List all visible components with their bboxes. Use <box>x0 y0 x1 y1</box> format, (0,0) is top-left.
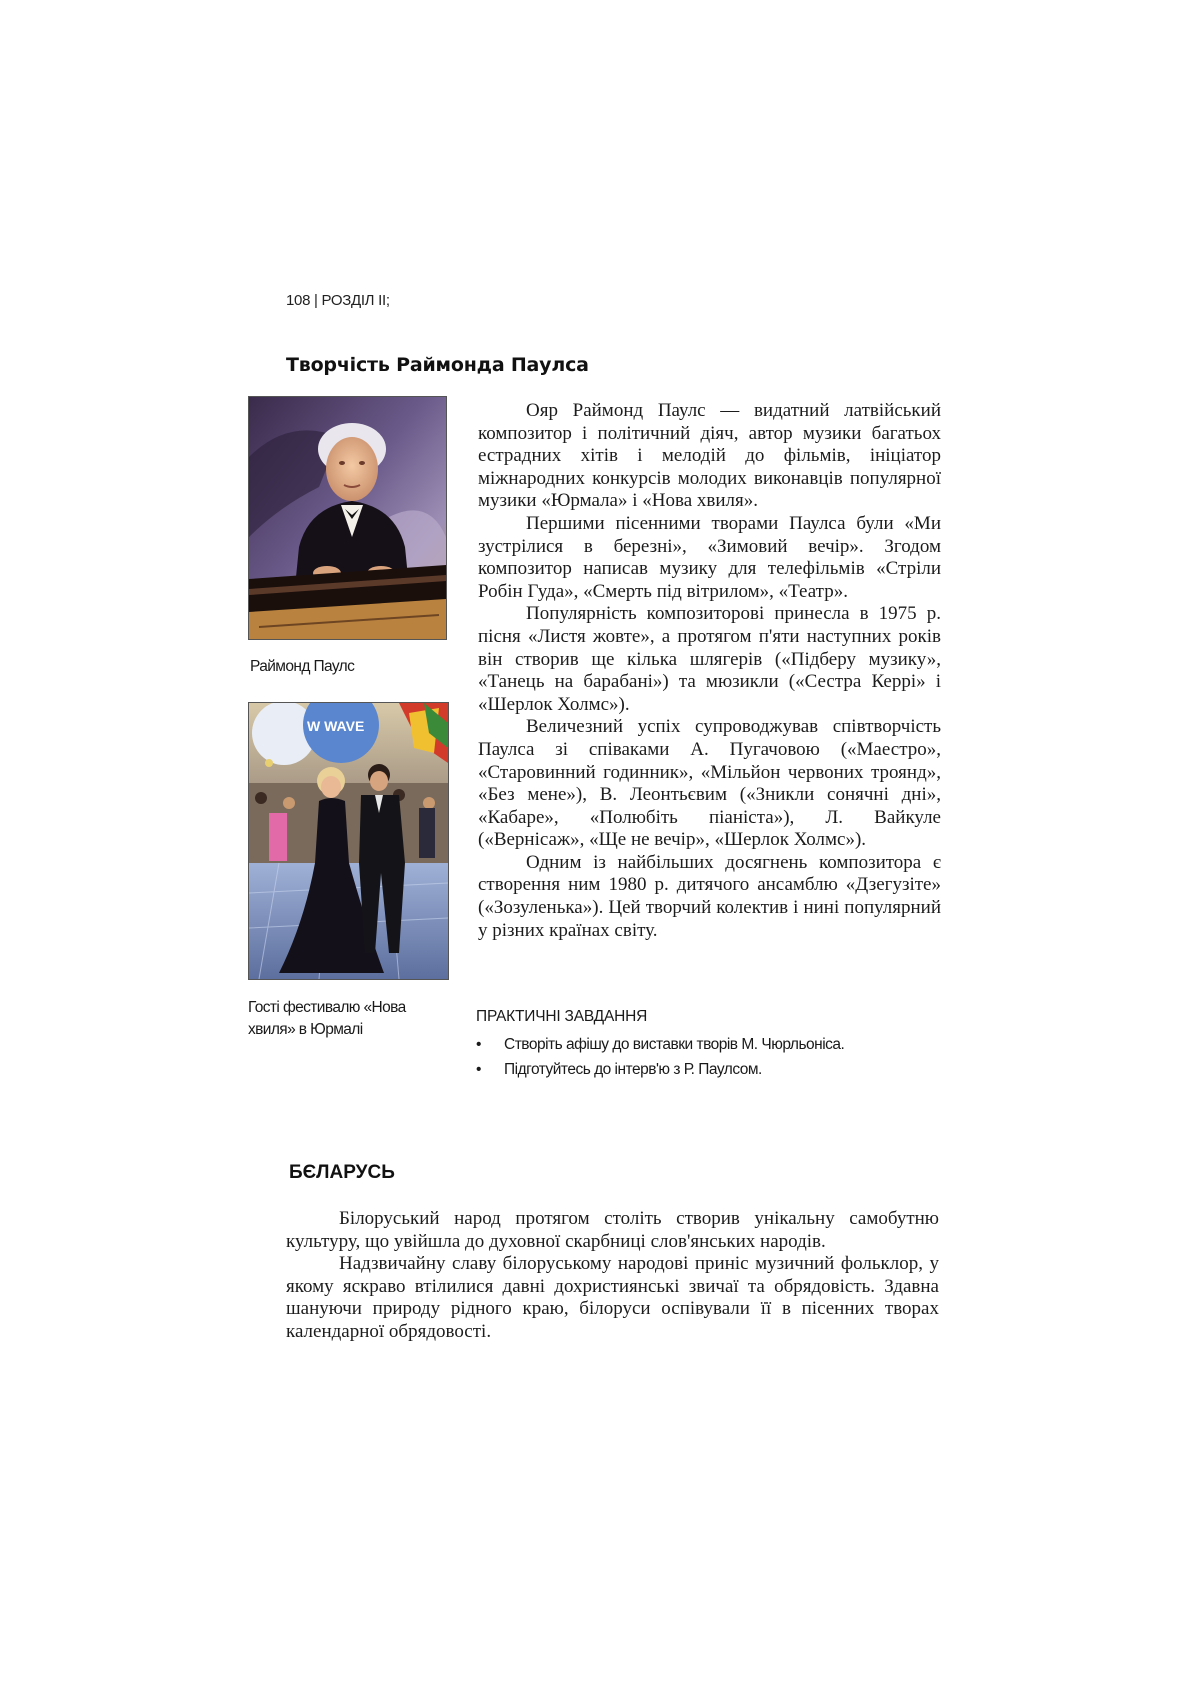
portrait-illustration <box>249 397 446 639</box>
body-paragraph: Першими пісенними творами Паулса були «Ми зустрілися в березні», «Зимовий вечір». Згодом композитор написав музику для телефільмів «Стріли Робін Гуда», «Смерть під вітрилом», «Театр». <box>478 512 941 602</box>
tasks-title: ПРАКТИЧНІ ЗАВДАННЯ <box>476 1008 648 1025</box>
list-item <box>476 1032 844 1057</box>
bullet: • <box>476 1036 481 1053</box>
body-paragraph: Величезний успіх супроводжував співтворчість Паулса зі співаками А. Пугачовою («Маестро», «Старовинний годинник», «Мільйон червоних троянд», «Без мене»), В. Леонтьєвим («Зникли сонячні дні», «Кабаре», «Полюбіть піаніста»), Л. Вайкуле («Вернісаж», «Ще не вечір», «Шерлок Холмс»). <box>478 716 941 851</box>
body-paragraph: Білоруський народ протягом століть створив унікальну самобутню культуру, що увійшла до духовної скарбниці слов'янських народів. <box>286 1208 939 1252</box>
portrait-caption: Раймонд Паулс <box>250 658 355 675</box>
body-paragraph: Ояр Раймонд Паулс — видатний латвійський композитор і політичний діяч, автор музики багатьох естрадних хітів і мелодій до фільмів, ініціатор міжнародних конкурсів молодих виконавців популярної музики «Юрмала» і «Нова хвиля». <box>478 400 941 512</box>
task-text: Створіть афішу до виставки творів М. Чюрльоніса. <box>504 1036 845 1053</box>
body-paragraph: Надзвичайну славу білоруському народові приніс музичний фольклор, у якому яскраво втілилися давні дохристиянські звичаї та обрядовість. Здавна шануючи природу рідного краю, білоруси оспівували її в пісенних творах календарної обрядовості. <box>286 1253 939 1342</box>
festival-illustration <box>249 703 448 979</box>
article-body <box>478 400 941 942</box>
section-title: Творчість Раймонда Паулса <box>286 354 589 376</box>
tasks-list <box>476 1032 844 1082</box>
task-text: Підготуйтесь до інтерв'ю з Р. Паулсом. <box>504 1061 762 1078</box>
portrait-photo <box>248 396 447 640</box>
body-paragraph: Одним із найбільших досягнень композитора є створення ним 1980 р. дитячого ансамблю «Дзегузіте» («Зозуленька»). Цей творчий колектив і нині популярний у різних країнах світу. <box>478 851 941 941</box>
list-item <box>476 1057 844 1082</box>
festival-photo <box>248 702 449 980</box>
festival-caption: Гості фестивалю «Нова хвиля» в Юрмалі <box>248 999 406 1038</box>
belarus-body <box>286 1208 939 1344</box>
running-head: 108 | РОЗДІЛ ІІ; <box>286 292 390 309</box>
belarus-section-title: БЄЛАРУСЬ <box>289 1162 395 1183</box>
bullet: • <box>476 1061 481 1078</box>
festival-banner-text: W WAVE <box>307 718 365 734</box>
body-paragraph: Популярність композиторові принесла в 1975 р. пісня «Листя жовте», а протягом п'яти наступних років він створив ще кілька шлягерів («Підберу музику», «Танець на барабані») та мюзикли («Сестра Керрі» і «Шерлок Холмс»). <box>478 603 941 715</box>
